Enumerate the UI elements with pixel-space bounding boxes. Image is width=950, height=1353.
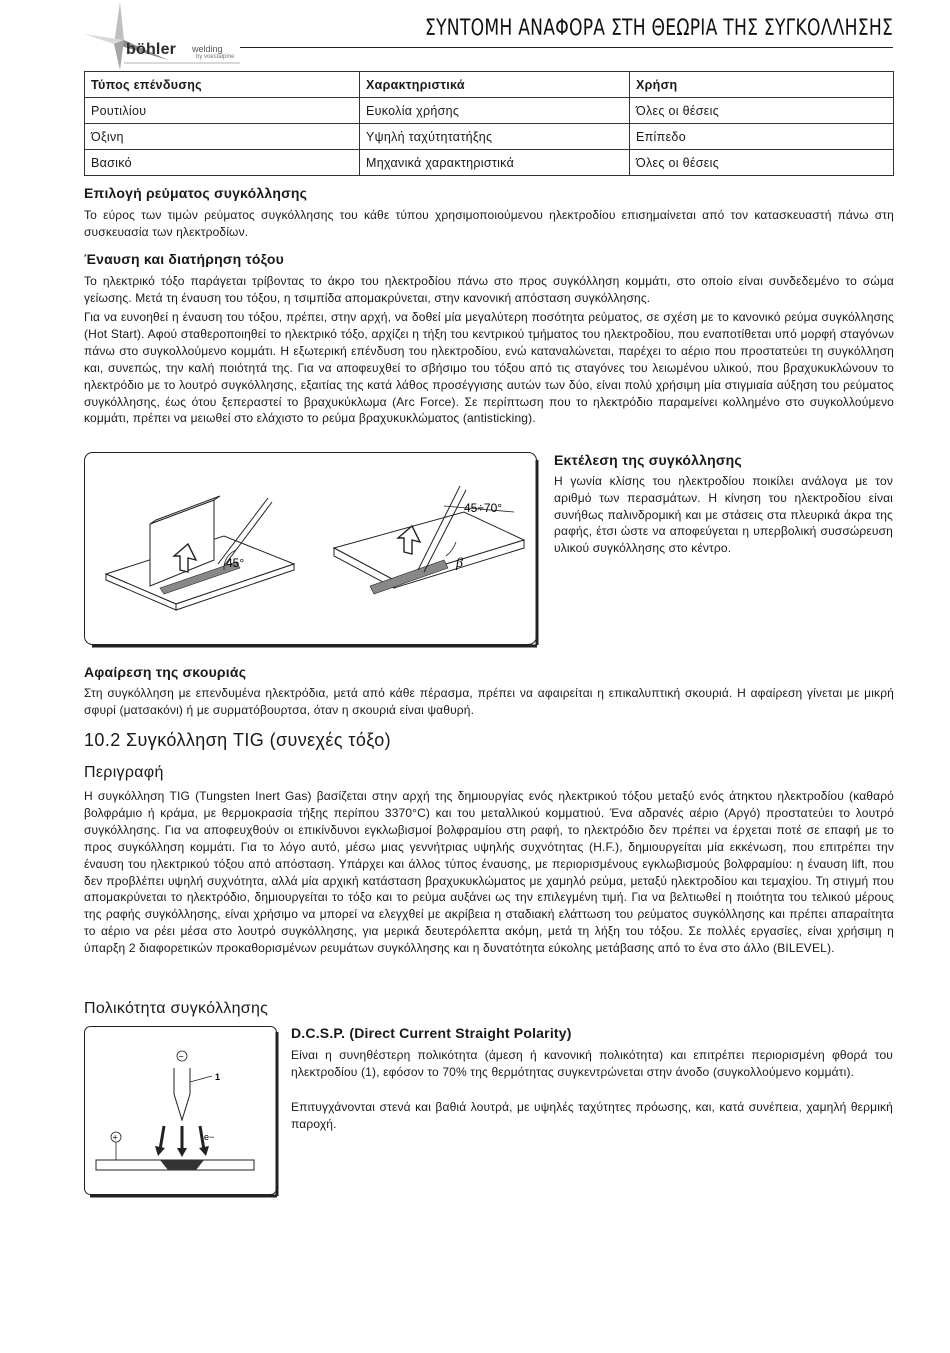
logo-brand: böhler xyxy=(126,41,177,58)
current-selection-heading: Επιλογή ρεύματος συγκόλλησης xyxy=(84,185,308,201)
table-cell: Ρουτιλίου xyxy=(85,98,360,124)
table-header-cell: Χρήση xyxy=(630,72,894,98)
header-rule xyxy=(240,47,893,48)
electrode-angle-figure xyxy=(84,452,540,648)
page-header-title: ΣΥΝΤΟΜΗ ΑΝΑΦΟΡΑ ΣΤΗ ΘΕΩΡΙΑ ΤΗΣ ΣΥΓΚΟΛΛΗΣΗΣ xyxy=(424,16,893,41)
dcsp-polarity-figure xyxy=(84,1026,280,1198)
dcsp-paragraph-2: Επιτυγχάνονται στενά και βαθιά λουτρά, με υψηλές ταχύτητες πρόωσης, και, κατά συνέπεια, χαμηλή θερμική παροχή. xyxy=(291,1100,893,1131)
table-row xyxy=(85,124,894,150)
beta-label: β xyxy=(456,556,463,571)
angle-45-label: 45° xyxy=(226,556,245,570)
tig-description-text: Η συγκόλληση TIG (Tungsten Inert Gas) βασίζεται στην αρχή της δημιουργίας ενός ηλεκτρικού τόξου μεταξύ ενός άτηκτου ηλεκτροδίου (καθαρό βολφράμιο ή κράμα, με θερμοκρασία τήξης περίπου 3370°C) και του μεταλλικού κομματιού. Ένα αδρανές αέριο (Αργό) προστατεύει το λουτρό συγκόλλησης. Για να αποφευχθούν οι επικίνδυνοι εγκλωβισμοί βολφραμίου στη ραφή, το ηλεκτρόδιο δεν πρέπει να έρχεται ποτέ σε επαφή με το προς συγκόλληση κομμάτι. Για το λόγο αυτό, μέσω μιας γεννήτριας υψηλής συχνότητας (H.F.), δημιουργείται μία εκκένωση, που επιτρέπει την έναυση του ηλεκτρικού τόξου από απόσταση. Υπάρχει και άλλος τύπος έναυσης, με περιορισμένους εγκλωβισμούς βολφραμίου: η έναυση lift, που δεν προβλέπει υψηλή συχνότητα, αλλά μία αρχική κατάσταση βραχυκυκλώματος με χαμηλό ρεύμα, μεταξύ ηλεκτροδίου και τεμαχίου. Τη στιγμή που απομακρύνεται το ηλεκτρόδιο, δημιουργείται το τόξο και το ρεύμα αυξάνει ως την επιλεγμένη τιμή. Για να βελτιωθεί η ποιότητα του τελικού μέρους της ραφής συγκόλλησης, είναι χρήσιμο να μπορεί να ελεγχθεί με ακρίβεια η σταδιακή ελάττωση του ρεύματος συγκόλλησης και πρέπει απαραίτητα το αέριο να ρέει μέσα στο λουτρό συγκόλλησης, για μερικά δευτερόλεπτα ακόμη, μετά τη λήξη του τόξου. Σε πολλές εργασίες, είναι χρήσιμη η ύπαρξη 2 διαφορετικών προκαθορισμένων ρευμάτων συγκόλλησης και η δυνατότητα εύκολης μετάβασης από το ένα στο άλλο (BILEVEL). xyxy=(84,789,894,956)
electrode-label-1: 1 xyxy=(215,1072,221,1082)
slag-text: Στη συγκόλληση με επενδυμένα ηλεκτρόδια, μετά από κάθε πέρασμα, πρέπει να αφαιρείται η επικαλυπτική σκουριά. Η αφαίρεση γίνεται με μικρή σφυρί (ματσακόνι) ή με συρματόβουρτσα, όταν η σκουριά είναι ψαθυρή. xyxy=(84,686,894,717)
logo-byline: by voestalpine xyxy=(196,54,235,60)
current-selection-text: Το εύρος των τιμών ρεύματος συγκόλλησης του κάθε τύπου χρησιμοποιούμενου ηλεκτροδίου επισημαίνεται από τον κατασκευαστή πάνω στη συσκευασία των ηλεκτροδίων. xyxy=(84,208,894,239)
table-cell: Μηχανικά χαρακτηριστικά xyxy=(360,150,630,176)
coating-types-table xyxy=(84,71,894,176)
table-header-row xyxy=(85,72,894,98)
plus-symbol: + xyxy=(112,1132,118,1143)
arc-heading: Έναυση και διατήρηση τόξου xyxy=(84,251,285,267)
arc-paragraph-1: Το ηλεκτρικό τόξο παράγεται τρίβοντας το άκρο του ηλεκτροδίου πάνω στο προς συγκόλληση κομμάτι, στο οποίο είναι συνδεδεμένο το σώμα γείωσης. Μετά τη έναυση του τόξου, η τσιμπίδα απομακρύνεται, στην κανονική απόσταση συγκόλλησης. xyxy=(84,274,894,305)
slag-heading: Αφαίρεση της σκουριάς xyxy=(84,664,247,680)
execution-heading: Εκτέλεση της συγκόλλησης xyxy=(554,452,742,468)
polarity-heading: Πολικότητα συγκόλλησης xyxy=(84,1000,269,1017)
tig-description-heading: Περιγραφή xyxy=(84,764,164,781)
table-row xyxy=(85,150,894,176)
table-cell: Βασικό xyxy=(85,150,360,176)
table-cell: Όξινη xyxy=(85,124,360,150)
table-row xyxy=(85,98,894,124)
tig-section-title: 10.2 Συγκόλληση TIG (συνεχές τόξο) xyxy=(84,730,392,750)
table-header-cell: Τύπος επένδυσης xyxy=(85,72,360,98)
dcsp-heading: D.C.S.P. (Direct Current Straight Polarity) xyxy=(291,1025,572,1041)
minus-symbol: − xyxy=(178,1051,184,1062)
table-cell: Όλες οι θέσεις xyxy=(630,150,894,176)
table-cell: Όλες οι θέσεις xyxy=(630,98,894,124)
dcsp-paragraph-1: Είναι η συνηθέστερη πολικότητα (άμεση ή κανονική πολικότητα) και επιτρέπει περιορισμένη φθορά του ηλεκτροδίου (1), εφόσον το 70% της θερμότητας συγκεντρώνεται στην άνοδο (συγκολλούμενο κομμάτι). xyxy=(291,1048,893,1079)
table-cell: Ευκολία χρήσης xyxy=(360,98,630,124)
table-cell: Επίπεδο xyxy=(630,124,894,150)
arc-paragraph-2: Για να ευνοηθεί η έναυση του τόξου, πρέπει, στην αρχή, να δοθεί μία μεγαλύτερη ποσότητα ρεύματος, σε σχέση με το κανονικό ρεύμα συγκόλλησης (Hot Start). Αφού σταθεροποιηθεί το ηλεκτρικό τόξο, αρχίζει η τήξη του κεντρικού τμήματος του ηλεκτροδίου, που εναποτίθεται υπό μορφή σταγόνων πάνω στο συγκολλούμενο κομμάτι. Η εξωτερική επένδυση του ηλεκτροδίου, ενώ καταναλώνεται, παρέχει το αέριο που προστατεύει τη συγκόλληση και, συνεπώς, την καλή ποιότητά της. Για να αποφευχθεί το σβήσιμο του τόξου από τις σταγόνες του λειωμένου υλικού, που βραχυκυκλώνουν το ηλεκτρόδιο με το λουτρό συγκόλλησης, εξαιτίας της κατά λάθος προσέγγισης αυτών των δύο, είναι πολύ χρήσιμη μία στιγμιαία αύξηση του ρεύματος συγκόλλησης, έως ότου ξεπεραστεί το βραχυκύκλωμα (Arc Force). Σε περίπτωση που το ηλεκτρόδιο παραμείνει κολλημένο στο συγκολλούμενο κομμάτι, πρέπει να μειωθεί στο ελάχιστο το ρεύμα βραχυκυκλώματος (antisticking). xyxy=(84,310,894,426)
logo-word: welding xyxy=(192,44,223,54)
table-header-cell: Χαρακτηριστικά xyxy=(360,72,630,98)
electron-label: e− xyxy=(204,1132,215,1142)
execution-text: Η γωνία κλίσης του ηλεκτροδίου ποικίλει ανάλογα με τον αριθμό των περασμάτων. Η κίνηση του ηλεκτροδίου είναι συνήθως παλινδρομική και με στάσεις στα πλευρικά άκρα της ραφής, έτσι ώστε να αποφεύγεται η υπερβολική συσσώρευση υλικού συγκόλλησης στο κέντρο. xyxy=(554,474,893,556)
table-cell: Υψηλή ταχύτητατήξης xyxy=(360,124,630,150)
angle-45-70-label: 45÷70° xyxy=(464,501,503,515)
